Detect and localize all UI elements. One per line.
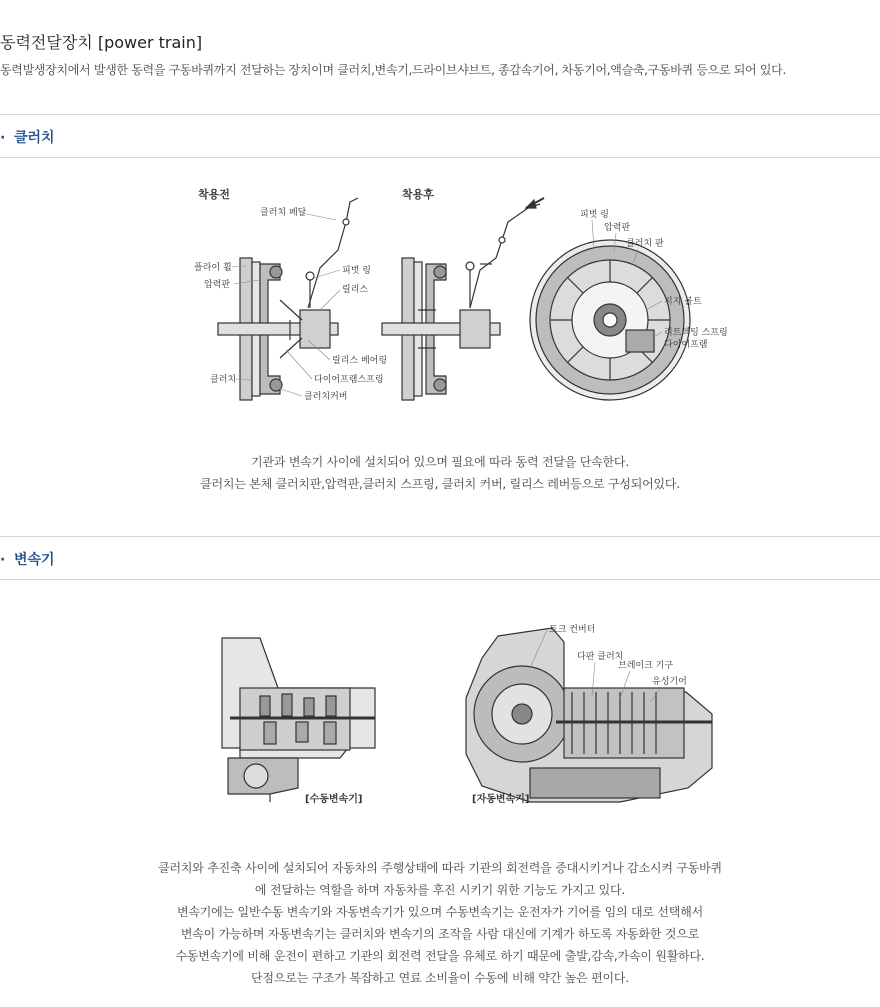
label-release: 릴리스 bbox=[342, 285, 369, 295]
transmission-diagram bbox=[200, 618, 730, 814]
label-diaphragm: 다이어프램 bbox=[664, 340, 708, 350]
label-planetary-gear: 유성기어 bbox=[652, 677, 687, 687]
transmission-description-line: 변속이 가능하며 자동변속기는 클러치와 변속기의 조작을 사람 대신에 기계가 하도록 자동화한 것으로 bbox=[180, 927, 700, 941]
bullet-icon: · bbox=[0, 552, 6, 568]
transmission-description-line: 수동변속기에 비해 운전이 편하고 기관의 회전력 전달을 유체로 하기 때문에 출발,감속,가속이 원활하다. bbox=[175, 949, 705, 963]
section-heading-label: 변속기 bbox=[14, 552, 55, 568]
label-multi-plate-clutch: 다판 클러치 bbox=[577, 652, 624, 662]
transmission-description-line: 에 전달하는 역할을 하며 자동차를 후진 시키기 위한 기능도 가지고 있다. bbox=[254, 883, 626, 897]
label-flywheel: 플라이 휠 bbox=[194, 263, 232, 273]
manual-transmission-drawing bbox=[222, 638, 375, 802]
section-heading-transmission bbox=[0, 549, 55, 569]
label-right-pressure-plate: 압력판 bbox=[604, 223, 631, 233]
label-support-bolt: 지지 볼트 bbox=[664, 297, 702, 307]
label-manual-transmission: [수동변속기] bbox=[305, 794, 363, 805]
label-clutch: 클러치 bbox=[210, 375, 237, 385]
transmission-description-line: 클러치와 추진축 사이에 설치되어 자동차의 주행상태에 따라 기관의 회전력을 증대시키거나 감소시켜 구동바퀴 bbox=[158, 861, 722, 875]
clutch-exploded-drawing bbox=[530, 240, 690, 400]
clutch-description-line: 클러치는 본체 클러치판,압력판,클러치 스프링, 클러치 커버, 릴리스 레버등으로 구성되어있다. bbox=[200, 477, 680, 491]
clutch-before-drawing bbox=[218, 198, 358, 400]
transmission-description bbox=[0, 857, 880, 989]
divider bbox=[0, 114, 880, 115]
label-after: 착용후 bbox=[402, 188, 434, 201]
label-pressure-plate: 압력판 bbox=[204, 280, 231, 290]
label-right-clutch-plate: 클러치 판 bbox=[626, 239, 664, 249]
label-retracting-spring: 리트렉팅 스프링 bbox=[664, 328, 728, 338]
label-release-bearing: 릴리스 베어링 bbox=[332, 356, 388, 366]
label-before: 착용전 bbox=[198, 188, 230, 201]
intro-text: 동력발생장치에서 발생한 동력을 구동바퀴까지 전달하는 장치이며 클러치,변속기,드라이브샤브트, 종감속기어, 차동기어,액슬축,구동바퀴 등으로 되어 있다. bbox=[0, 63, 786, 77]
transmission-description-line: 단점으로는 구조가 복잡하고 연료 소비율이 수동에 비해 약간 높은 편이다. bbox=[251, 971, 629, 985]
bullet-icon: · bbox=[0, 130, 6, 146]
clutch-diagram bbox=[190, 180, 730, 410]
clutch-description bbox=[0, 451, 880, 495]
divider bbox=[0, 536, 880, 537]
section-heading-label: 클러치 bbox=[14, 130, 55, 146]
label-clutch-cover: 클러치커버 bbox=[304, 392, 348, 402]
label-pivot-ring: 피벗 링 bbox=[342, 266, 371, 276]
label-diaphragm-spring: 다이어프램스프링 bbox=[314, 375, 384, 385]
label-clutch-pedal: 클러치 페달 bbox=[260, 208, 307, 218]
label-torque-converter: 토크 컨버터 bbox=[549, 625, 596, 635]
page-title: 동력전달장치 [power train] bbox=[0, 33, 203, 52]
label-right-pivot-ring: 피벗 링 bbox=[580, 210, 609, 220]
divider bbox=[0, 157, 880, 158]
section-heading-clutch bbox=[0, 127, 55, 147]
transmission-description-line: 변속기에는 일반수동 변속기와 자동변속기가 있으며 수동변속기는 운전자가 기어를 임의 대로 선택해서 bbox=[176, 905, 703, 919]
label-brake-mechanism: 브레이크 기구 bbox=[618, 661, 674, 671]
label-automatic-transmission: [자동변속기] bbox=[472, 794, 530, 805]
clutch-description-line: 기관과 변속기 사이에 설치되어 있으며 필요에 따라 동력 전달을 단속한다. bbox=[251, 455, 629, 469]
clutch-after-drawing bbox=[382, 204, 540, 400]
divider bbox=[0, 579, 880, 580]
